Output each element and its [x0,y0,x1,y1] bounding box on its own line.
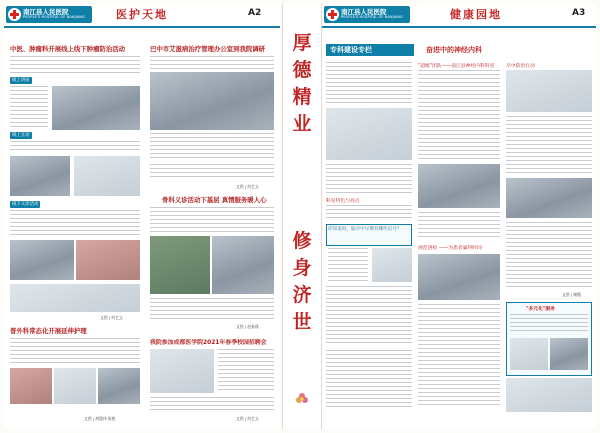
column-tag: 专科建设专栏 [326,44,414,56]
article-body-text [326,62,412,104]
photo-outdoor-clinic-2 [212,236,274,294]
photo-team [326,108,412,160]
photo-ward [418,164,500,208]
photo-nursing-3 [98,368,140,404]
article-body-text [418,304,500,408]
motto-lower [283,228,321,336]
motto-char: 厚 [292,32,312,54]
motto-char: 济 [292,284,312,306]
motto-char: 世 [292,311,312,333]
motto-char: 业 [292,113,312,135]
article-body-text [510,314,588,334]
article-body-text [150,207,274,233]
article-body-text [150,397,274,411]
right-page-header [322,4,596,28]
hospital-logo [6,6,92,23]
photo-free-clinic-2 [76,240,140,280]
photo-free-clinic [10,240,74,280]
article-headline: 巴中市艾滋病治疗管理办公室到我院调研 [150,45,266,53]
hospital-name-en: PEOPLE'S HOSPITAL OF NANJIANG [23,15,85,19]
red-cross-icon [8,8,21,21]
hospital-name: 南江县人民医院 [23,8,69,16]
center-spine [282,4,322,429]
photo-monitor [506,378,592,412]
article-body-text [326,205,412,221]
article-headline: 普外科常态化开展延伸护理 [10,327,87,335]
photo-screen [74,156,140,196]
motto-upper [283,30,321,138]
photo-nursing-2 [54,368,96,404]
byline: 文图 | 胡俊伟 陈艳 [84,416,116,421]
right-page-number: A3 [572,8,586,18]
byline: 文图 | 赵春燕 [236,324,259,329]
hospital-name: 南江县人民医院 [341,8,387,16]
article-body-text [326,350,412,410]
photo-outdoor-clinic [150,236,210,294]
article-body-text [10,210,140,236]
left-page [4,4,280,429]
photo-equipment [510,338,548,370]
illustration-stroke [372,248,412,282]
article-body-text [10,56,140,74]
right-section-title: 健康园地 [450,8,502,21]
flower-ornament-icon [295,392,309,406]
photo-training [506,178,592,218]
left-page-header [4,4,280,28]
photo-group [10,284,140,312]
article-body-text [10,86,48,130]
byline: 文图 | 何艺文 [236,416,259,421]
article-body-text [150,298,274,320]
article-body-text [326,164,412,194]
photo-equipment-2 [550,338,588,370]
article-headline: 中医、肿瘤科开展线上线下肿瘤防治活动 [10,45,126,53]
article-body-text [506,222,592,288]
article-body-text [326,286,412,346]
subhead: 你知道吗，脑卒中早期有哪些信号？ [328,227,402,232]
motto-char: 德 [292,59,312,81]
article-body-text [418,212,500,240]
photo-job-fair [150,349,214,393]
article-body-text [328,248,368,282]
photo-thrombolysis [418,254,500,300]
article-body-text [150,56,274,70]
subhead: 卒中防治行动 [506,64,535,69]
article-headline: 骨科义诊活动下基层 真情服务暖人心 [162,196,267,204]
byline: 文图 | 何艺文 [236,184,259,189]
subhead: "多元化"服务 [526,307,555,312]
subhead: 规范溶栓 ——为患者赢得时间 [418,246,482,251]
photo-nursing [10,368,52,404]
photo-lecture [52,86,140,130]
article-body-text [10,338,140,364]
left-section-title: 医护天地 [116,8,168,21]
left-page-number: A2 [248,8,262,18]
article-body-text [10,141,140,153]
article-body-text [150,133,274,161]
sub-tag: 线上讲座 [12,78,30,83]
photo-online-qa [10,156,70,196]
motto-char: 精 [292,86,312,108]
red-cross-icon [326,8,339,21]
article-headline: 我院参加成都医学院2021年春季校园招聘会 [150,340,267,346]
sub-tag: 线上互动 [12,133,30,138]
byline: 文图 | 谢薇 [562,292,581,297]
subhead: "超级"团队——南江县神经内科科室 [418,64,495,69]
article-body-text [418,70,500,160]
article-body-text [506,116,592,174]
hospital-logo [324,6,410,23]
byline: 文图 | 何艺文 [100,315,123,320]
hospital-name-en: PEOPLE'S HOSPITAL OF NANJIANG [341,15,403,19]
motto-char: 身 [292,257,312,279]
article-body-text [218,349,274,393]
subhead: 科室特色与亮点 [326,199,360,204]
photo-meeting [150,72,274,130]
right-page [322,4,596,429]
motto-char: 修 [292,230,312,252]
article-body-text [150,164,274,180]
photo-campaign [506,70,592,112]
feature-headline: 奋进中的神经内科 [426,46,482,54]
sub-tag: 线下义诊活动 [12,202,39,207]
